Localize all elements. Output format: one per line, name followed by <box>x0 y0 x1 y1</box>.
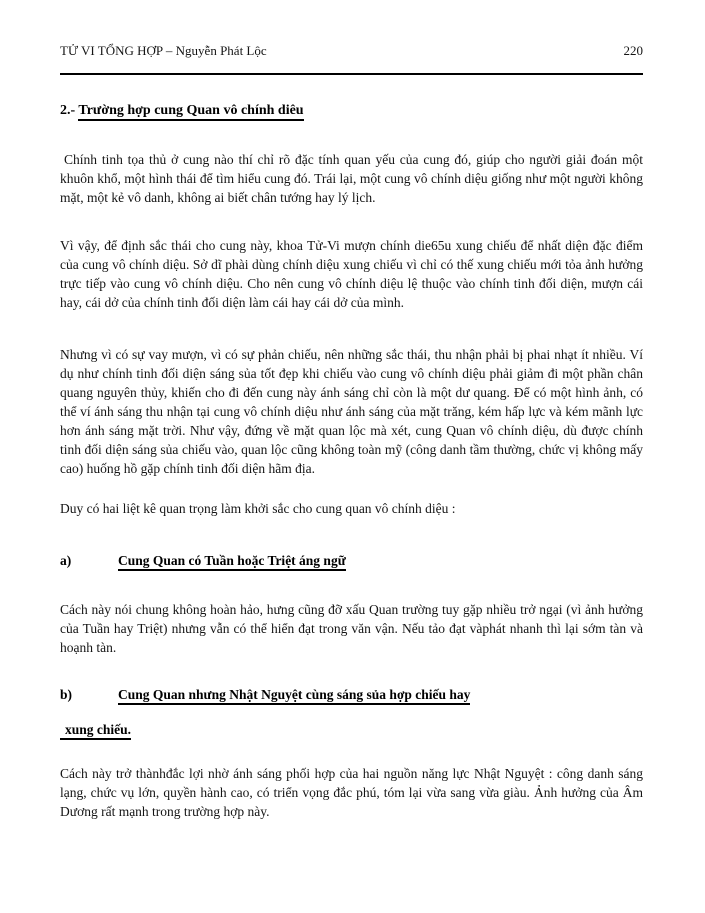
item-b-title-line1: Cung Quan nhưng Nhật Nguyệt cùng sáng sủa hợp chiếu hay <box>118 687 470 705</box>
item-a-label: a) <box>60 553 72 568</box>
item-b-label: b) <box>60 687 73 702</box>
item-a-heading <box>60 551 643 570</box>
paragraph-item-b-body: Cách này trở thànhđắc lợi nhờ ánh sáng phối hợp của hai nguồn năng lực Nhật Nguyệt : công danh sáng lạng, chức vụ lớn, quyền hành cao, có triển vọng đắc phú, tóm lại vừa sang vừa giàu. Ảnh hưởng của Âm Dương rất mạnh trong trường hợp này. <box>60 766 643 819</box>
page-header <box>60 0 643 59</box>
paragraph-intro: Chính tinh tọa thủ ở cung nào thí chỉ rõ đặc tính quan yếu của cung đó, giúp cho người giải đoán một khuôn khổ, một hình thái để tìm hiểu cung đó. Trái lại, một cung vô chính diệu giống như một người không mặt, một kẻ vô danh, không ai biết chân tướng hay lý lịch. <box>60 152 643 205</box>
item-b-heading <box>60 685 643 704</box>
item-b-title-line2: xung chiếu. <box>60 722 131 740</box>
header-rule <box>60 73 643 75</box>
page-content <box>60 0 643 821</box>
list-intro: Duy có hai liệt kê quan trọng làm khởi sắc cho cung quan vô chính diệu : <box>60 501 456 516</box>
section-heading <box>60 101 643 120</box>
section-number: 2.- <box>60 103 79 118</box>
paragraph-analysis: Nhưng vì có sự vay mượn, vì có sự phản chiếu, nên những sắc thái, thu nhận phải bị phai nhạt ít nhiều. Ví dụ như chính tinh đối diện sáng sủa tốt đẹp khi chiếu vào cung vô chính diệu phải giảm đi một phần chân quang nguyên thủy, khiến cho đi đến cung này ánh sáng chỉ còn là một dư quang. Để có một hình ảnh, có thể ví ánh sáng thu nhận tại cung vô chính diệu như ánh sáng của mặt trăng, kém hấp lực và kém mãnh lực hơn ánh sáng mặt trời. Như vậy, đứng về mặt quan lộc mà xét, cung Quan vô chính diệu, dù được chính tinh đối diện sáng sủa chiếu vào, quan lộc cũng không toàn mỹ (công danh tầm thường, chức vị không mấy cao) huống hồ gặp chính tinh đối diện hãm địa. <box>60 347 643 476</box>
page-number: 220 <box>623 43 643 58</box>
paragraph-item-a-body: Cách này nói chung không hoàn hảo, hưng cũng đỡ xấu Quan trường tuy gặp nhiều trở ngại (vì ảnh hưởng của Tuần hay Triệt) nhưng vẫn có thể hiển đạt trong văn vận. Nếu tảo đạt vàphát nhanh thì lại sớm tàn và hoạnh tàn. <box>60 602 643 655</box>
section-title: Trường hợp cung Quan vô chính diêu <box>78 103 303 121</box>
item-a-title: Cung Quan có Tuần hoặc Triệt áng ngữ <box>118 553 346 571</box>
paragraph-explanation: Vì vậy, để định sắc thái cho cung này, khoa Tử-Vi mượn chính die65u xung chiếu để nhất diện đặc điểm của cung vô chính diệu. Sở dĩ phài dùng chính diệu xung chiếu vì chỉ có thế xung chiếu mới tỏa ảnh hưởng trực tiếp vào cung vô chính diệu. Cho nên cung vô chính diệu lệ thuộc vào chính tinh đối diện, mượn cái hay, cái dở của chính tinh đối diện làm cái hay cái dở của mình. <box>60 238 643 310</box>
item-b-heading-line2 <box>60 720 643 739</box>
book-title: TỬ VI TỔNG HỢP – Nguyễn Phát Lộc <box>60 43 267 58</box>
